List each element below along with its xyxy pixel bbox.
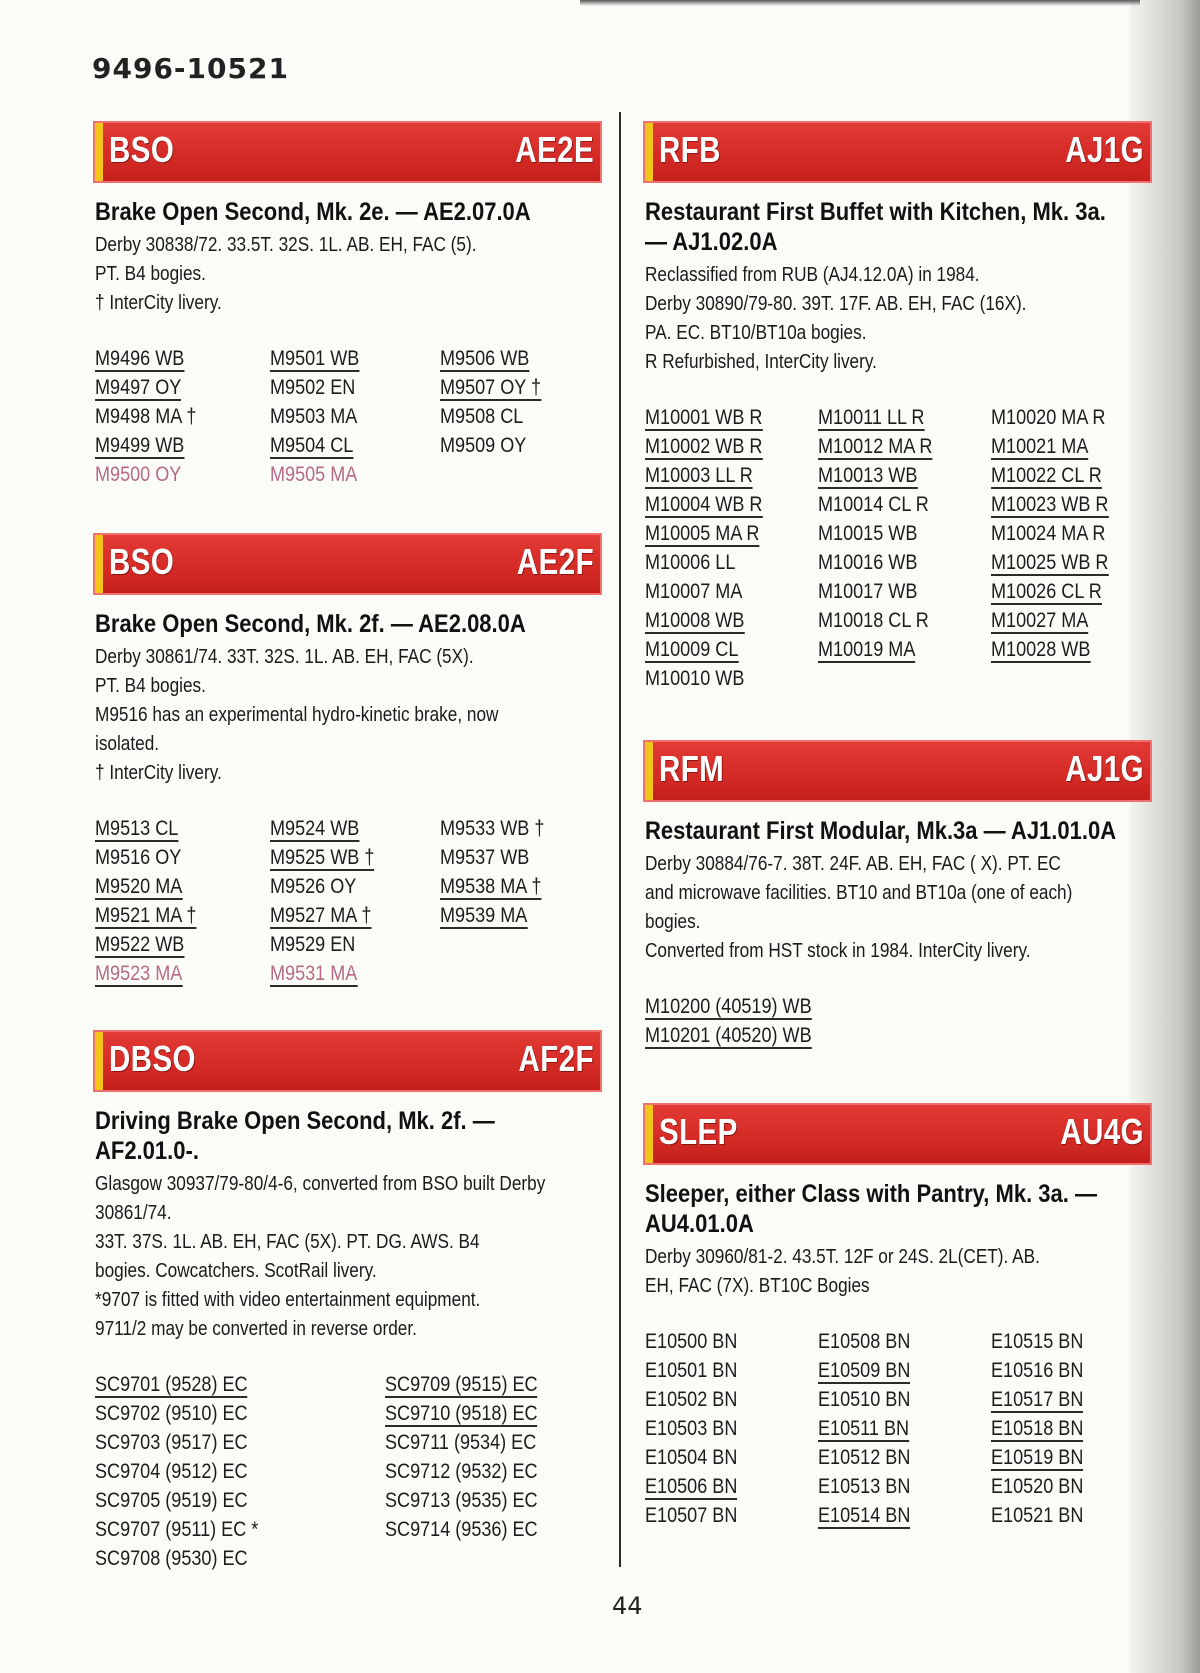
vehicle-entry: M10009 CL	[645, 638, 739, 661]
vehicle-entry: M9498 MA †	[95, 405, 197, 428]
vehicle-entry: M9538 MA †	[440, 875, 542, 898]
type-code: RFB	[659, 129, 721, 170]
vehicle-entry: SC9705 (9519) EC	[95, 1489, 248, 1512]
vehicle-entry: M10002 WB R	[645, 435, 763, 458]
desc-line: Derby 30861/74. 33T. 32S. 1L. AB. EH, FAC (5X).	[95, 646, 474, 668]
vehicle-entry: M10200 (40519) WB	[645, 995, 812, 1018]
desc-line: Glasgow 30937/79-80/4-6, converted from BSO built Derby	[95, 1173, 546, 1195]
vehicle-list	[645, 992, 1150, 1050]
section-heading: Brake Open Second, Mk. 2e. — AE2.07.0A	[95, 198, 531, 226]
vehicle-entry: E10506 BN	[645, 1475, 738, 1498]
section-dbso-af2f	[95, 1032, 600, 1573]
section-description	[95, 1170, 599, 1344]
heading-line: AU4.01.0A	[645, 1210, 754, 1238]
vehicle-entry: M10014 CL R	[818, 493, 929, 516]
vehicle-entry: M10013 WB	[818, 464, 918, 487]
vehicle-entry: SC9714 (9536) EC	[385, 1518, 538, 1541]
section-description	[645, 850, 1149, 966]
section-heading	[645, 197, 1152, 257]
desc-line: 9711/2 may be converted in reverse order.	[95, 1318, 417, 1340]
type-code: DBSO	[109, 1038, 196, 1079]
section-rfb-aj1g	[645, 123, 1150, 693]
type-code: BSO	[109, 541, 175, 582]
vehicle-entry: M9525 WB †	[270, 846, 375, 869]
vehicle-entry: E10511 BN	[818, 1417, 910, 1440]
vehicle-entry: E10510 BN	[818, 1388, 911, 1411]
section-bso-ae2f	[95, 535, 600, 988]
vehicle-entry: M9523 MA	[95, 962, 183, 985]
desc-line: † InterCity livery.	[95, 292, 222, 314]
vehicle-entry: M10010 WB	[645, 667, 745, 690]
vehicle-entry: M10007 MA	[645, 580, 743, 603]
vehicle-list	[95, 344, 600, 489]
vehicle-entry: SC9709 (9515) EC	[385, 1373, 538, 1396]
section-slep-au4g	[645, 1105, 1150, 1530]
vehicle-entry: M10017 WB	[818, 580, 918, 603]
vehicle-entry: M10012 MA R	[818, 435, 933, 458]
vehicle-entry: M10019 MA	[818, 638, 916, 661]
section-description	[645, 1243, 1149, 1301]
vehicle-entry: E10521 BN	[991, 1504, 1084, 1527]
vehicle-entry: M9531 MA	[270, 962, 358, 985]
vehicle-entry: M10001 WB R	[645, 406, 763, 429]
vehicle-entry: M9496 WB	[95, 347, 185, 370]
heading-line: AF2.01.0-.	[95, 1137, 199, 1165]
section-description	[95, 231, 599, 318]
vehicle-entry: M10006 LL	[645, 551, 736, 574]
page-top-shadow	[580, 0, 1140, 6]
vehicle-list	[645, 403, 1150, 693]
design-code: AF2F	[518, 1038, 594, 1079]
vehicle-entry: E10504 BN	[645, 1446, 738, 1469]
vehicle-entry: M9506 WB	[440, 347, 530, 370]
vehicle-entry: E10500 BN	[645, 1330, 738, 1353]
vehicle-entry: M9524 WB	[270, 817, 360, 840]
design-code: AE2F	[516, 541, 594, 582]
vehicle-entry: M9504 CL	[270, 434, 354, 457]
vehicle-entry: M9509 OY	[440, 434, 527, 457]
vehicle-entry: M10015 WB	[818, 522, 918, 545]
desc-line: Derby 30960/81-2. 43.5T. 12F or 24S. 2L(CET). AB.	[645, 1246, 1040, 1268]
type-code: RFM	[659, 748, 725, 789]
vehicle-entry: M10004 WB R	[645, 493, 763, 516]
vehicle-entry: M9501 WB	[270, 347, 360, 370]
vehicle-entry: M10022 CL R	[991, 464, 1102, 487]
vehicle-entry: M9522 WB	[95, 933, 185, 956]
vehicle-entry: SC9711 (9534) EC	[385, 1431, 537, 1454]
vehicle-entry: M9529 EN	[270, 933, 356, 956]
vehicle-entry: E10502 BN	[645, 1388, 738, 1411]
vehicle-entry: SC9712 (9532) EC	[385, 1460, 538, 1483]
vehicle-entry: M9508 CL	[440, 405, 524, 428]
section-description	[95, 643, 599, 788]
vehicle-entry: M9526 OY	[270, 875, 357, 898]
vehicle-entry: M10023 WB R	[991, 493, 1109, 516]
vehicle-entry: E10518 BN	[991, 1417, 1084, 1440]
vehicle-entry: E10501 BN	[645, 1359, 738, 1382]
section-heading: Brake Open Second, Mk. 2f. — AE2.08.0A	[95, 610, 526, 638]
desc-line: M9516 has an experimental hydro-kinetic brake, now	[95, 704, 499, 726]
section-bso-ae2e	[95, 123, 600, 489]
desc-line: *9707 is fitted with video entertainment equipment.	[95, 1289, 481, 1311]
section-heading: Restaurant First Modular, Mk.3a — AJ1.01.0A	[645, 817, 1117, 845]
vehicle-entry: M10018 CL R	[818, 609, 929, 632]
design-code: AJ1G	[1065, 129, 1144, 170]
vehicle-entry: M9533 WB †	[440, 817, 545, 840]
heading-line: Sleeper, either Class with Pantry, Mk. 3a. —	[645, 1180, 1097, 1208]
desc-line: Reclassified from RUB (AJ4.12.0A) in 1984.	[645, 264, 980, 286]
vehicle-entry: M10003 LL R	[645, 464, 753, 487]
section-banner	[95, 1032, 600, 1090]
vehicle-entry: SC9708 (9530) EC	[95, 1547, 248, 1570]
vehicle-entry: M9499 WB	[95, 434, 185, 457]
vehicle-entry: M10026 CL R	[991, 580, 1102, 603]
desc-line: bogies.	[645, 911, 701, 933]
section-banner	[95, 535, 600, 593]
vehicle-entry: E10509 BN	[818, 1359, 911, 1382]
desc-line: PT. B4 bogies.	[95, 675, 206, 697]
type-code: SLEP	[659, 1111, 738, 1152]
vehicle-entry: M9497 OY	[95, 376, 182, 399]
vehicle-entry: M9516 OY	[95, 846, 182, 869]
section-heading	[645, 1179, 1152, 1239]
section-banner	[645, 123, 1150, 181]
vehicle-entry: E10519 BN	[991, 1446, 1084, 1469]
vehicle-entry: E10520 BN	[991, 1475, 1084, 1498]
vehicle-entry: M10005 MA R	[645, 522, 760, 545]
vehicle-entry: SC9701 (9528) EC	[95, 1373, 248, 1396]
vehicle-list	[95, 814, 600, 988]
design-code: AJ1G	[1065, 748, 1144, 789]
vehicle-entry: E10514 BN	[818, 1504, 911, 1527]
desc-line: † InterCity livery.	[95, 762, 222, 784]
vehicle-entry: E10503 BN	[645, 1417, 738, 1440]
desc-line: Derby 30838/72. 33.5T. 32S. 1L. AB. EH, FAC (5).	[95, 234, 477, 256]
desc-line: 30861/74.	[95, 1202, 172, 1224]
vehicle-entry: M9500 OY	[95, 463, 182, 486]
desc-line: and microwave facilities. BT10 and BT10a (one of each)	[645, 882, 1073, 904]
vehicle-entry: M9505 MA	[270, 463, 358, 486]
vehicle-entry: E10517 BN	[991, 1388, 1084, 1411]
vehicle-entry: M10020 MA R	[991, 406, 1106, 429]
vehicle-entry: SC9710 (9518) EC	[385, 1402, 538, 1425]
section-description	[645, 261, 1149, 377]
vehicle-entry: SC9713 (9535) EC	[385, 1489, 538, 1512]
vehicle-entry: M9507 OY †	[440, 376, 542, 399]
heading-line: — AJ1.02.0A	[645, 228, 778, 256]
vehicle-entry: E10515 BN	[991, 1330, 1084, 1353]
vehicle-entry: E10516 BN	[991, 1359, 1084, 1382]
section-rfm-aj1g	[645, 742, 1150, 1050]
vehicle-entry: M10027 MA	[991, 609, 1089, 632]
section-banner	[645, 742, 1150, 800]
heading-line: Driving Brake Open Second, Mk. 2f. —	[95, 1107, 495, 1135]
vehicle-entry: M9537 WB	[440, 846, 530, 869]
vehicle-entry: SC9704 (9512) EC	[95, 1460, 248, 1483]
desc-line: R Refurbished, InterCity livery.	[645, 351, 877, 373]
desc-line: bogies. Cowcatchers. ScotRail livery.	[95, 1260, 377, 1282]
vehicle-entry: M10011 LL R	[818, 406, 925, 429]
vehicle-entry: M9503 MA	[270, 405, 358, 428]
desc-line: isolated.	[95, 733, 160, 755]
page-number: 44	[612, 1592, 643, 1620]
vehicle-entry: M9527 MA †	[270, 904, 372, 927]
design-code: AE2E	[515, 129, 594, 170]
section-heading	[95, 1106, 602, 1166]
vehicle-entry: M9520 MA	[95, 875, 183, 898]
number-range-title: 9496-10521	[92, 52, 289, 85]
vehicle-entry: E10512 BN	[818, 1446, 911, 1469]
vehicle-entry: SC9707 (9511) EC *	[95, 1518, 259, 1541]
heading-line: Restaurant First Buffet with Kitchen, Mk. 3a.	[645, 198, 1106, 226]
vehicle-entry: M9513 CL	[95, 817, 179, 840]
vehicle-entry: M10021 MA	[991, 435, 1089, 458]
vehicle-entry: SC9703 (9517) EC	[95, 1431, 248, 1454]
desc-line: PT. B4 bogies.	[95, 263, 206, 285]
vehicle-entry: M9502 EN	[270, 376, 356, 399]
vehicle-entry: E10508 BN	[818, 1330, 911, 1353]
vehicle-entry: M10016 WB	[818, 551, 918, 574]
section-banner	[645, 1105, 1150, 1163]
vehicle-entry: M10025 WB R	[991, 551, 1109, 574]
vehicle-entry: M10024 MA R	[991, 522, 1106, 545]
vehicle-entry: M9539 MA	[440, 904, 528, 927]
vehicle-entry: E10513 BN	[818, 1475, 911, 1498]
desc-line: Derby 30890/79-80. 39T. 17F. AB. EH, FAC (16X).	[645, 293, 1027, 315]
vehicle-list	[645, 1327, 1150, 1530]
desc-line: Derby 30884/76-7. 38T. 24F. AB. EH, FAC ( X). PT. EC	[645, 853, 1061, 875]
column-divider	[619, 112, 621, 1567]
desc-line: EH, FAC (7X). BT10C Bogies	[645, 1275, 870, 1297]
vehicle-entry: M9521 MA †	[95, 904, 197, 927]
desc-line: Converted from HST stock in 1984. InterCity livery.	[645, 940, 1031, 962]
desc-line: PA. EC. BT10/BT10a bogies.	[645, 322, 867, 344]
vehicle-entry: M10201 (40520) WB	[645, 1024, 812, 1047]
desc-line: 33T. 37S. 1L. AB. EH, FAC (5X). PT. DG. AWS. B4	[95, 1231, 480, 1253]
design-code: AU4G	[1060, 1111, 1144, 1152]
vehicle-entry: M10008 WB	[645, 609, 745, 632]
vehicle-entry: M10028 WB	[991, 638, 1091, 661]
vehicle-entry: SC9702 (9510) EC	[95, 1402, 248, 1425]
vehicle-entry: E10507 BN	[645, 1504, 738, 1527]
type-code: BSO	[109, 129, 175, 170]
vehicle-list	[95, 1370, 600, 1573]
section-banner	[95, 123, 600, 181]
